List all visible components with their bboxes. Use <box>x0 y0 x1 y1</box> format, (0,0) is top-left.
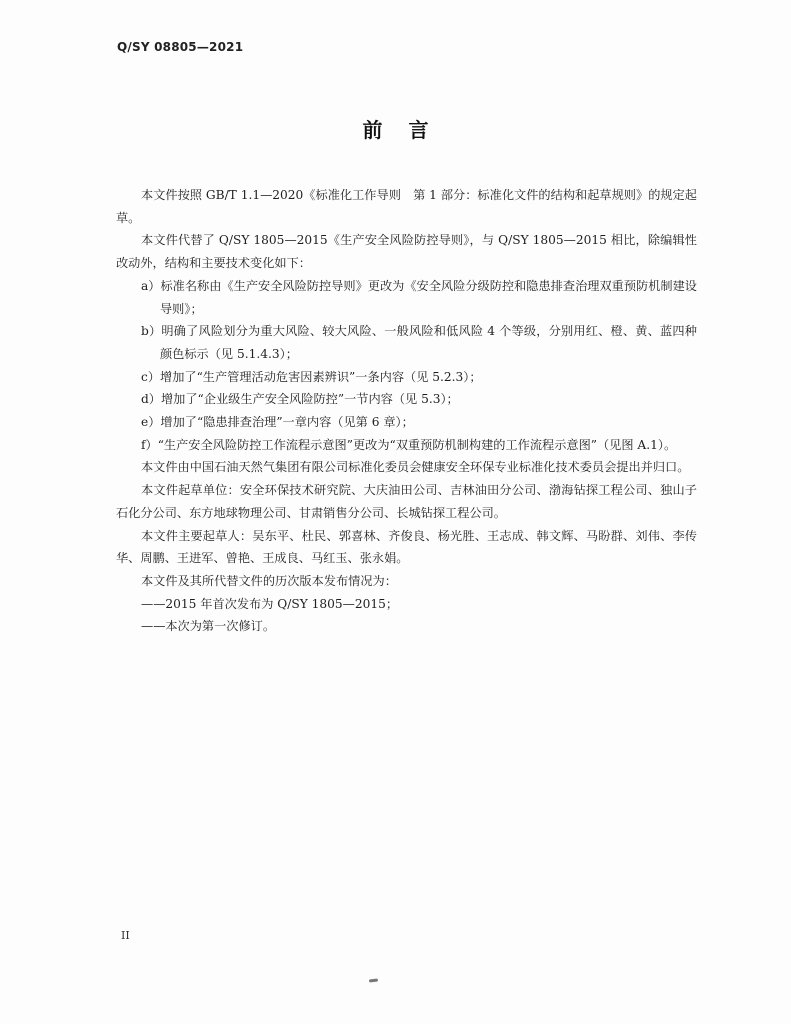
paragraph-proposer: 本文件由中国石油天然气集团有限公司标准化委员会健康安全环保专业标准化技术委员会提出并归口。 <box>141 460 690 475</box>
change-item-b: b）明确了风险划分为重大风险、较大风险、一般风险和低风险 4 个等级，分别用红、橙、黄、蓝四种颜色标示（见 5.1.4.3）； <box>141 324 697 361</box>
history-item-first-release: ——2015 年首次发布为 Q/SY 1805—2015； <box>141 596 399 611</box>
paragraph-drafters: 本文件主要起草人：吴东平、杜民、郭喜林、齐俊良、杨光胜、王志成、韩文辉、马盼群、刘伟、李传华、周鹏、王进军、曾艳、王成良、马红玉、张永娟。 <box>116 528 697 566</box>
history-item-revision: ——本次为第一次修订。 <box>141 619 276 634</box>
change-item-d: d）增加了“企业级生产安全风险防控”一节内容（见 5.3）； <box>141 392 459 407</box>
standard-number: Q/SY 08805—2021 <box>117 40 244 54</box>
paragraph-replacement: 本文件代替了 Q/SY 1805—2015《生产安全风险防控导则》，与 Q/SY 1805—2015 相比，除编辑性改动外，结构和主要技术变化如下： <box>116 233 697 271</box>
foreword-body <box>116 184 697 638</box>
page-title: 前言 <box>362 118 455 142</box>
change-item-f: f）“生产安全风险防控工作流程示意图”更改为“双重预防机制构建的工作流程示意图”（见图 A.1）。 <box>141 437 677 452</box>
paragraph-drafting-rules: 本文件按照 GB/T 1.1—2020《标准化工作导则 第 1 部分：标准化文件的结构和起草规则》的规定起草。 <box>116 188 697 225</box>
change-item-a: a）标准名称由《生产安全风险防控导则》更改为《安全风险分级防控和隐患排查治理双重预防机制建设导则》； <box>141 278 697 316</box>
paragraph-drafting-units: 本文件起草单位：安全环保技术研究院、大庆油田公司、吉林油田分公司、渤海钻探工程公司、独山子石化分公司、东方地球物理公司、甘肃销售分公司、长城钻探工程公司。 <box>116 483 697 520</box>
change-item-e: e）增加了“隐患排查治理”一章内容（见第 6 章）； <box>141 415 414 430</box>
change-item-c: c）增加了“生产管理活动危害因素辨识”一条内容（见 5.2.3）； <box>141 369 482 384</box>
paragraph-history-intro: 本文件及其所代替文件的历次版本发布情况为： <box>141 573 397 588</box>
page-number: II <box>121 929 130 942</box>
scan-speck <box>369 978 378 982</box>
